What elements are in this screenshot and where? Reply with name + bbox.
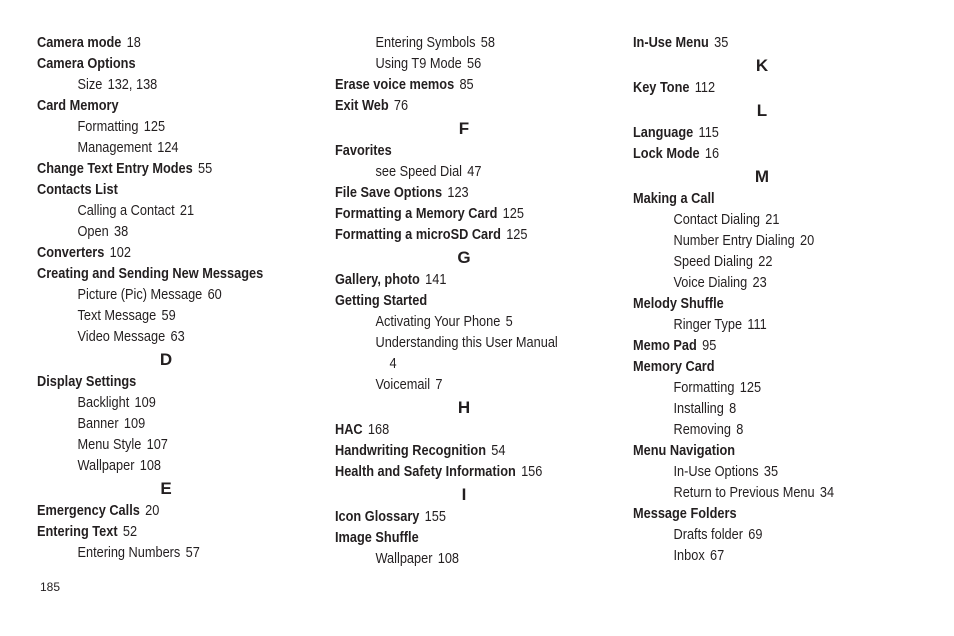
entry-page-ref: 108: [139, 458, 162, 474]
entry-term: Menu Style: [77, 437, 142, 453]
entry-term: In-Use Menu: [633, 35, 709, 51]
index-letter-heading: G: [457, 248, 471, 267]
entry-term: Understanding this User Manual: [375, 335, 558, 351]
entry-page-ref: 85: [459, 77, 474, 93]
entry-page-ref: 76: [393, 98, 409, 114]
entry-term: Return to Previous Menu: [673, 485, 815, 501]
entry-term: Entering Symbols: [375, 35, 476, 51]
index-entry: [37, 264, 327, 285]
index-entry: [37, 522, 327, 543]
index-entry: [37, 159, 327, 180]
index-column-3: [633, 33, 923, 567]
index-entry: [335, 420, 625, 441]
entry-page-ref: 35: [763, 464, 779, 480]
entry-term: Health and Safety Information: [335, 464, 516, 480]
index-subentry: [633, 546, 954, 567]
entry-page-ref: 111: [747, 317, 767, 333]
entry-page-ref: 108: [437, 551, 460, 567]
entry-term: Exit Web: [335, 98, 389, 114]
entry-term: Wallpaper: [375, 551, 433, 567]
entry-term: 4: [389, 356, 397, 372]
entry-page-ref: 125: [739, 380, 762, 396]
entry-term: File Save Options: [335, 185, 443, 201]
index-subentry: [37, 543, 368, 564]
index-subentry: [37, 414, 368, 435]
entry-page-ref: 124: [157, 140, 179, 156]
index-entry: [633, 144, 923, 165]
index-entry: [335, 291, 625, 312]
entry-term: Backlight: [77, 395, 130, 411]
entry-page-ref: 156: [521, 464, 543, 480]
index-subentry: [633, 483, 954, 504]
index-entry: [335, 441, 625, 462]
entry-term: Card Memory: [37, 98, 119, 114]
entry-page-ref: 5: [505, 314, 513, 330]
entry-term: Number Entry Dialing: [673, 233, 795, 249]
entry-page-ref: 125: [506, 227, 528, 243]
entry-term: Drafts folder: [673, 527, 743, 543]
entry-term: Favorites: [335, 143, 392, 159]
index-letter-heading: M: [754, 167, 770, 186]
entry-term: Change Text Entry Modes: [37, 161, 193, 177]
entry-term: Using T9 Mode: [375, 56, 462, 72]
index-entry: [633, 441, 923, 462]
entry-term: Formatting a Memory Card: [335, 206, 498, 222]
entry-page-ref: 7: [435, 377, 443, 393]
entry-term: Contacts List: [37, 182, 118, 198]
index-letter-heading: K: [755, 56, 769, 75]
index-subentry: [37, 456, 368, 477]
index-column-1: [37, 33, 327, 564]
entry-term: Key Tone: [633, 80, 690, 96]
index-letter-heading: D: [159, 350, 173, 369]
entry-page-ref: 168: [367, 422, 390, 438]
entry-term: Emergency Calls: [37, 503, 140, 519]
index-subentry: [37, 75, 368, 96]
entry-term: Entering Text: [37, 524, 118, 540]
index-subentry: [37, 306, 368, 327]
index-letter-heading: L: [756, 101, 768, 120]
entry-term: Handwriting Recognition: [335, 443, 486, 459]
index-letter-heading: H: [457, 398, 471, 417]
index-column-2: [335, 33, 625, 570]
index-entry: [633, 78, 923, 99]
index-subentry: [37, 138, 368, 159]
entry-page-ref: 47: [467, 164, 482, 180]
entry-term: Erase voice memos: [335, 77, 455, 93]
index-entry: [335, 462, 625, 483]
entry-page-ref: 18: [126, 35, 141, 51]
entry-term: Formatting a microSD Card: [335, 227, 501, 243]
entry-page-ref: 102: [109, 245, 131, 261]
index-subentry: [37, 435, 368, 456]
entry-term: Memo Pad: [633, 338, 697, 354]
entry-page-ref: 55: [198, 161, 213, 177]
entry-page-ref: 58: [480, 35, 495, 51]
entry-page-ref: 141: [425, 272, 447, 288]
entry-page-ref: 95: [702, 338, 717, 354]
index-entry: [37, 96, 327, 117]
entry-term: Removing: [673, 422, 731, 438]
index-entry: [335, 507, 625, 528]
entry-page-ref: 125: [502, 206, 524, 222]
entry-term: Converters: [37, 245, 105, 261]
index-entry: [37, 372, 327, 393]
index-entry: [633, 336, 923, 357]
entry-term: Banner: [77, 416, 119, 432]
entry-term: In-Use Options: [673, 464, 759, 480]
entry-term: Open: [77, 224, 109, 240]
index-entry: [633, 123, 923, 144]
entry-page-ref: 115: [698, 125, 719, 141]
index-entry: [335, 75, 625, 96]
entry-page-ref: 125: [143, 119, 166, 135]
entry-term: Gallery, photo: [335, 272, 420, 288]
index-entry: [335, 141, 625, 162]
index-letter-heading: F: [458, 119, 470, 138]
entry-page-ref: 54: [491, 443, 506, 459]
entry-term: Wallpaper: [77, 458, 135, 474]
index-entry: [37, 180, 327, 201]
index-subentry: [335, 333, 666, 354]
index-subentry: [633, 273, 954, 294]
index-entry: [633, 33, 923, 54]
index-subentry: [335, 162, 666, 183]
entry-page-ref: 60: [207, 287, 222, 303]
entry-term: Melody Shuffle: [633, 296, 724, 312]
index-subentry: [37, 393, 368, 414]
entry-term: Size: [77, 77, 103, 93]
entry-term: Language: [633, 125, 694, 141]
entry-term: Message Folders: [633, 506, 737, 522]
index-subentry: [633, 210, 954, 231]
entry-term: Voicemail: [375, 377, 431, 393]
entry-page-ref: 8: [736, 422, 744, 438]
entry-term: Camera mode: [37, 35, 122, 51]
page-number: 185: [40, 580, 61, 594]
entry-page-ref: 59: [161, 308, 176, 324]
index-entry: [335, 225, 625, 246]
entry-term: Management: [77, 140, 152, 156]
entry-term: Installing: [673, 401, 724, 417]
entry-term: Inbox: [673, 548, 705, 564]
index-subentry: [37, 222, 368, 243]
entry-term: Activating Your Phone: [375, 314, 501, 330]
index-subentry: [633, 525, 954, 546]
index-subentry: [37, 201, 368, 222]
index-subentry: [335, 33, 666, 54]
entry-term: Menu Navigation: [633, 443, 736, 459]
index-subentry: [335, 375, 666, 396]
entry-page-ref: 20: [800, 233, 815, 249]
index-entry: [37, 54, 327, 75]
index-entry: [37, 243, 327, 264]
index-subentry: [633, 315, 954, 336]
index-continuation: [335, 354, 680, 375]
entry-page-ref: 107: [146, 437, 168, 453]
entry-term: HAC: [335, 422, 363, 438]
entry-term: Formatting: [673, 380, 735, 396]
index-entry: [335, 183, 625, 204]
entry-page-ref: 67: [709, 548, 725, 564]
index-entry: [633, 294, 923, 315]
entry-page-ref: 109: [134, 395, 156, 411]
entry-term: Contact Dialing: [673, 212, 761, 228]
entry-term: Ringer Type: [673, 317, 743, 333]
entry-term: Icon Glossary: [335, 509, 420, 525]
entry-term: Speed Dialing: [673, 254, 753, 270]
entry-term: Voice Dialing: [673, 275, 748, 291]
entry-page-ref: 23: [752, 275, 767, 291]
entry-page-ref: 155: [424, 509, 446, 525]
index-subentry: [335, 54, 666, 75]
entry-term: Display Settings: [37, 374, 137, 390]
index-subentry: [633, 252, 954, 273]
entry-page-ref: 20: [145, 503, 160, 519]
entry-term: see Speed Dial: [375, 164, 463, 180]
entry-term: Memory Card: [633, 359, 715, 375]
index-subentry: [37, 327, 368, 348]
entry-page-ref: 16: [704, 146, 720, 162]
entry-page-ref: 34: [819, 485, 835, 501]
entry-page-ref: 123: [447, 185, 469, 201]
index-entry: [335, 270, 625, 291]
entry-page-ref: 21: [179, 203, 195, 219]
entry-page-ref: 35: [714, 35, 729, 51]
index-subentry: [633, 399, 954, 420]
entry-term: Making a Call: [633, 191, 715, 207]
entry-page-ref: 69: [748, 527, 763, 543]
index-entry: [335, 204, 625, 225]
entry-page-ref: 57: [185, 545, 200, 561]
entry-page-ref: 22: [758, 254, 773, 270]
index-entry: [633, 189, 923, 210]
index-entry: [633, 504, 923, 525]
entry-page-ref: 38: [113, 224, 129, 240]
index-entry: [37, 33, 327, 54]
entry-page-ref: 132, 138: [107, 77, 158, 93]
index-subentry: [633, 420, 954, 441]
index-entry: [633, 357, 923, 378]
entry-term: Calling a Contact: [77, 203, 175, 219]
entry-term: Picture (Pic) Message: [77, 287, 203, 303]
entry-term: Image Shuffle: [335, 530, 419, 546]
entry-page-ref: 56: [467, 56, 482, 72]
entry-term: Camera Options: [37, 56, 136, 72]
index-entry: [37, 501, 327, 522]
entry-term: Formatting: [77, 119, 139, 135]
entry-page-ref: 8: [729, 401, 737, 417]
entry-page-ref: 21: [765, 212, 780, 228]
index-subentry: [37, 285, 368, 306]
entry-term: Creating and Sending New Messages: [37, 266, 264, 282]
entry-page-ref: 109: [123, 416, 146, 432]
index-subentry: [633, 462, 954, 483]
entry-term: Getting Started: [335, 293, 428, 309]
entry-page-ref: 52: [122, 524, 138, 540]
entry-page-ref: 112: [694, 80, 716, 96]
index-subentry: [633, 378, 954, 399]
index-letter-heading: E: [160, 479, 172, 498]
index-subentry: [37, 117, 368, 138]
entry-term: Video Message: [77, 329, 166, 345]
entry-page-ref: 63: [170, 329, 185, 345]
index-letter-heading: I: [461, 485, 467, 504]
index-subentry: [335, 312, 666, 333]
index-subentry: [633, 231, 954, 252]
index-subentry: [335, 549, 666, 570]
entry-term: Lock Mode: [633, 146, 700, 162]
entry-term: Entering Numbers: [77, 545, 181, 561]
entry-term: Text Message: [77, 308, 157, 324]
index-entry: [335, 96, 625, 117]
index-entry: [335, 528, 625, 549]
